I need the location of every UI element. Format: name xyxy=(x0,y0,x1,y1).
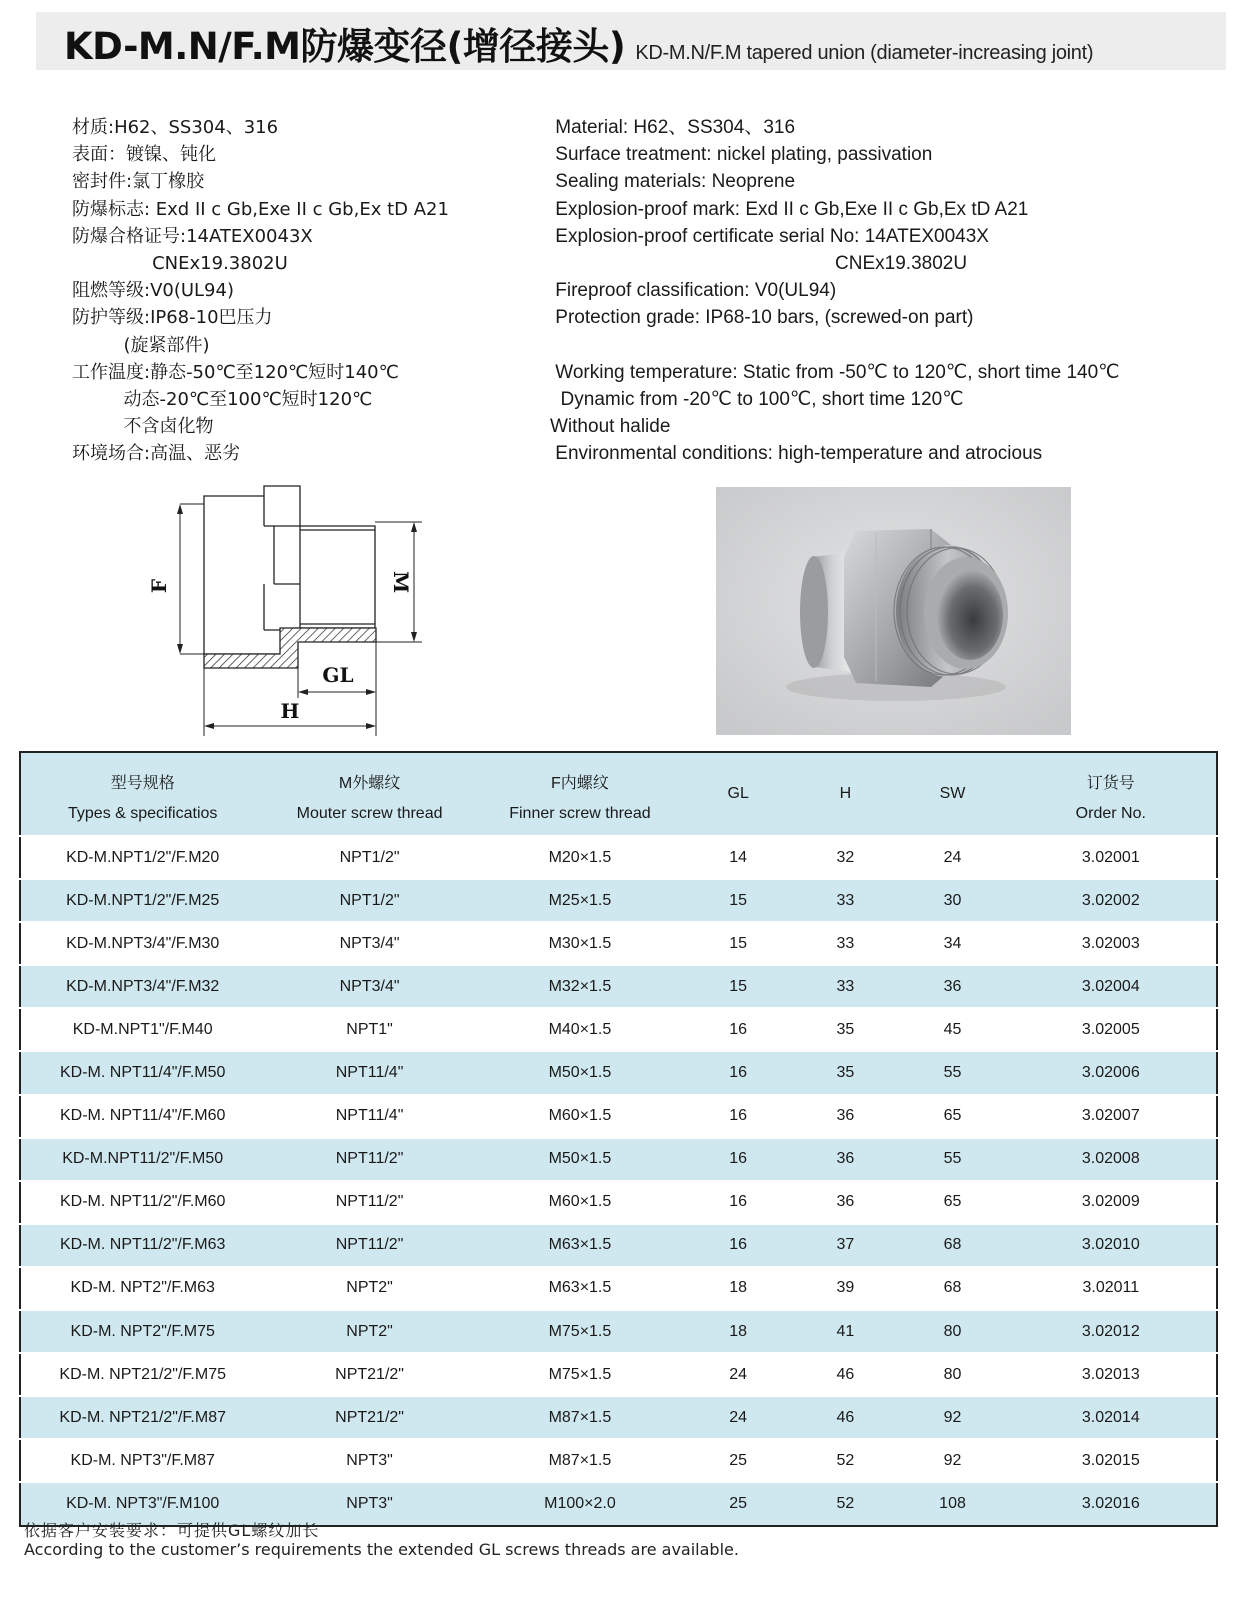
spec-line-en: Without halide xyxy=(550,416,671,438)
cell-order-no: 3.02004 xyxy=(1006,965,1217,1008)
spec-line-en: Protection grade: IP68-10 bars, (screwed-on part) xyxy=(550,307,974,329)
table-body xyxy=(20,836,1217,1526)
spec-list-en xyxy=(550,114,1120,467)
cell-m-thread: NPT2" xyxy=(264,1267,474,1310)
cell-f-thread: M60×1.5 xyxy=(475,1095,685,1138)
cell-sw: 45 xyxy=(899,1008,1005,1051)
cell-h: 46 xyxy=(791,1396,899,1439)
col-header-gl: GL xyxy=(685,752,791,836)
spec-line-cn: 表面：镀镍、钝化 xyxy=(72,144,216,166)
cell-model: KD-M. NPT21/2"/F.M87 xyxy=(20,1396,264,1439)
table-row xyxy=(20,1181,1217,1224)
col-header-model-en: Types & specificatios xyxy=(20,793,264,836)
cell-gl: 15 xyxy=(685,965,791,1008)
cell-h: 35 xyxy=(791,1051,899,1094)
col-header-h: H xyxy=(791,752,899,836)
spec-line-en: Dynamic from -20℃ to 100℃, short time 120℃ xyxy=(550,388,964,410)
cell-model: KD-M.NPT1"/F.M40 xyxy=(20,1008,264,1051)
cell-order-no: 3.02008 xyxy=(1006,1138,1217,1181)
spec-line-en: Material: H62、SS304、316 xyxy=(550,117,796,138)
spec-line-cn: 防爆标志: Exd II c Gb,Exe II c Gb,Ex tD A21 xyxy=(72,198,449,220)
cell-gl: 24 xyxy=(685,1353,791,1396)
cell-order-no: 3.02014 xyxy=(1006,1396,1217,1439)
cell-sw: 24 xyxy=(899,836,1005,879)
table-row xyxy=(20,879,1217,922)
spec-line-cn: CNEx19.3802U xyxy=(72,252,288,274)
cell-f-thread: M75×1.5 xyxy=(475,1310,685,1353)
cell-gl: 15 xyxy=(685,879,791,922)
cell-h: 33 xyxy=(791,965,899,1008)
table-row xyxy=(20,1224,1217,1267)
cell-model: KD-M. NPT11/2"/F.M60 xyxy=(20,1181,264,1224)
cell-f-thread: M87×1.5 xyxy=(475,1396,685,1439)
cell-m-thread: NPT1/2" xyxy=(264,836,474,879)
cell-gl: 16 xyxy=(685,1224,791,1267)
cell-f-thread: M20×1.5 xyxy=(475,836,685,879)
cell-f-thread: M50×1.5 xyxy=(475,1051,685,1094)
cell-order-no: 3.02009 xyxy=(1006,1181,1217,1224)
cell-h: 32 xyxy=(791,836,899,879)
spec-line-cn: 材质:H62、SS304、316 xyxy=(72,117,279,138)
footnote-en: According to the customer’s requirements the extended GL screws threads are available. xyxy=(24,1540,739,1559)
cell-f-thread: M75×1.5 xyxy=(475,1353,685,1396)
cell-f-thread: M60×1.5 xyxy=(475,1181,685,1224)
cell-f-thread: M87×1.5 xyxy=(475,1439,685,1482)
cell-m-thread: NPT1" xyxy=(264,1008,474,1051)
spec-line-cn: 工作温度:静态-50℃至120℃短时140℃ xyxy=(72,361,399,383)
spec-line-cn: 动态-20℃至100℃短时120℃ xyxy=(72,388,373,410)
footnote-cn: 依据客户安装要求：可提供GL螺纹加长 xyxy=(24,1521,320,1540)
col-header-order-en: Order No. xyxy=(1006,793,1217,836)
spec-line-en: Environmental conditions: high-temperature and atrocious xyxy=(550,443,1043,465)
cell-order-no: 3.02002 xyxy=(1006,879,1217,922)
cell-m-thread: NPT11/2" xyxy=(264,1138,474,1181)
dimension-arrow xyxy=(366,689,376,695)
cell-m-thread: NPT11/4" xyxy=(264,1095,474,1138)
cell-order-no: 3.02016 xyxy=(1006,1482,1217,1525)
cell-order-no: 3.02011 xyxy=(1006,1267,1217,1310)
cell-f-thread: M40×1.5 xyxy=(475,1008,685,1051)
table-row xyxy=(20,1095,1217,1138)
cell-m-thread: NPT21/2" xyxy=(264,1396,474,1439)
table-row xyxy=(20,922,1217,965)
cell-m-thread: NPT3" xyxy=(264,1482,474,1525)
cell-m-thread: NPT11/2" xyxy=(264,1224,474,1267)
cell-h: 46 xyxy=(791,1353,899,1396)
cell-f-thread: M50×1.5 xyxy=(475,1138,685,1181)
cell-h: 52 xyxy=(791,1482,899,1525)
spec-table xyxy=(19,751,1218,1527)
cell-h: 41 xyxy=(791,1310,899,1353)
cell-gl: 18 xyxy=(685,1267,791,1310)
cell-model: KD-M. NPT11/4"/F.M50 xyxy=(20,1051,264,1094)
spec-line-en: Explosion-proof certificate serial No: 14ATEX0043X xyxy=(550,225,989,247)
cell-sw: 65 xyxy=(899,1181,1005,1224)
cell-h: 39 xyxy=(791,1267,899,1310)
title-en: KD-M.N/F.M tapered union (diameter-increasing joint) xyxy=(635,42,1094,64)
cell-gl: 16 xyxy=(685,1138,791,1181)
spec-line-cn: 阻燃等级:V0(UL94) xyxy=(72,280,234,302)
cell-m-thread: NPT2" xyxy=(264,1310,474,1353)
cell-gl: 24 xyxy=(685,1396,791,1439)
cell-model: KD-M. NPT3"/F.M87 xyxy=(20,1439,264,1482)
table-row xyxy=(20,1051,1217,1094)
cell-gl: 16 xyxy=(685,1095,791,1138)
cell-model: KD-M.NPT3/4"/F.M30 xyxy=(20,922,264,965)
cell-order-no: 3.02010 xyxy=(1006,1224,1217,1267)
cell-m-thread: NPT3/4" xyxy=(264,922,474,965)
table-header-row xyxy=(20,752,1217,793)
cell-h: 36 xyxy=(791,1181,899,1224)
cell-h: 36 xyxy=(791,1095,899,1138)
title-cn: KD-M.N/F.M防爆变径(增径接头) xyxy=(64,25,626,68)
spec-line-en: CNEx19.3802U xyxy=(550,252,968,274)
cell-h: 33 xyxy=(791,922,899,965)
cell-model: KD-M.NPT1/2"/F.M20 xyxy=(20,836,264,879)
cell-sw: 34 xyxy=(899,922,1005,965)
cell-h: 35 xyxy=(791,1008,899,1051)
table-row xyxy=(20,1353,1217,1396)
product-photo xyxy=(716,487,1071,735)
cell-sw: 108 xyxy=(899,1482,1005,1525)
cell-model: KD-M. NPT2"/F.M75 xyxy=(20,1310,264,1353)
cell-m-thread: NPT21/2" xyxy=(264,1353,474,1396)
cell-sw: 36 xyxy=(899,965,1005,1008)
dimension-arrow xyxy=(411,522,417,532)
cell-sw: 92 xyxy=(899,1439,1005,1482)
spec-line-en xyxy=(550,332,1120,359)
cell-f-thread: M32×1.5 xyxy=(475,965,685,1008)
cell-f-thread: M63×1.5 xyxy=(475,1267,685,1310)
cell-sw: 68 xyxy=(899,1224,1005,1267)
drawing-label-m: M xyxy=(389,570,413,594)
cell-gl: 16 xyxy=(685,1181,791,1224)
cell-model: KD-M.NPT1/2"/F.M25 xyxy=(20,879,264,922)
cell-model: KD-M.NPT11/2"/F.M50 xyxy=(20,1138,264,1181)
cell-model: KD-M. NPT2"/F.M63 xyxy=(20,1267,264,1310)
spec-line-en: Sealing materials: Neoprene xyxy=(550,171,796,193)
cell-order-no: 3.02005 xyxy=(1006,1008,1217,1051)
cell-h: 52 xyxy=(791,1439,899,1482)
table-row xyxy=(20,1008,1217,1051)
cell-model: KD-M. NPT11/4"/F.M60 xyxy=(20,1095,264,1138)
cell-model: KD-M. NPT11/2"/F.M63 xyxy=(20,1224,264,1267)
cell-order-no: 3.02001 xyxy=(1006,836,1217,879)
cell-sw: 55 xyxy=(899,1051,1005,1094)
spec-line-cn: 密封件:氯丁橡胶 xyxy=(72,171,205,193)
table-row xyxy=(20,1267,1217,1310)
cell-sw: 92 xyxy=(899,1396,1005,1439)
col-header-model-cn: 型号规格 xyxy=(20,752,264,793)
cell-f-thread: M63×1.5 xyxy=(475,1224,685,1267)
cell-f-thread: M25×1.5 xyxy=(475,879,685,922)
cell-gl: 14 xyxy=(685,836,791,879)
table-row xyxy=(20,1439,1217,1482)
page-title xyxy=(64,16,1093,70)
cell-h: 36 xyxy=(791,1138,899,1181)
cell-gl: 25 xyxy=(685,1439,791,1482)
col-header-f-thread-en: Finner screw thread xyxy=(475,793,685,836)
drawing-label-gl: GL xyxy=(322,663,354,687)
cell-m-thread: NPT11/4" xyxy=(264,1051,474,1094)
cell-gl: 25 xyxy=(685,1482,791,1525)
cell-f-thread: M30×1.5 xyxy=(475,922,685,965)
drawing-label-f: F xyxy=(147,578,171,594)
spec-line-en: Fireproof classification: V0(UL94) xyxy=(550,280,837,302)
cell-sw: 30 xyxy=(899,879,1005,922)
col-header-m-thread-en: Mouter screw thread xyxy=(264,793,474,836)
cell-sw: 55 xyxy=(899,1138,1005,1181)
spec-line-en: Explosion-proof mark: Exd II c Gb,Exe II c Gb,Ex tD A21 xyxy=(550,198,1029,220)
spec-list-cn xyxy=(72,114,449,467)
cell-model: KD-M. NPT21/2"/F.M75 xyxy=(20,1353,264,1396)
spec-line-cn: 不含卤化物 xyxy=(72,416,214,438)
cell-order-no: 3.02003 xyxy=(1006,922,1217,965)
dimension-arrow xyxy=(177,504,183,514)
cell-h: 33 xyxy=(791,879,899,922)
cell-order-no: 3.02015 xyxy=(1006,1439,1217,1482)
technical-drawing xyxy=(147,482,440,738)
drawing-label-h: H xyxy=(280,699,300,723)
spec-line-cn: 防护等级:IP68-10巴压力 xyxy=(72,307,273,329)
dimension-arrow xyxy=(411,632,417,642)
cell-sw: 80 xyxy=(899,1310,1005,1353)
cell-m-thread: NPT3" xyxy=(264,1439,474,1482)
spec-line-en: Working temperature: Static from -50℃ to 120℃, short time 140℃ xyxy=(550,361,1120,383)
cell-model: KD-M. NPT3"/F.M100 xyxy=(20,1482,264,1525)
cell-m-thread: NPT1/2" xyxy=(264,879,474,922)
cell-model: KD-M.NPT3/4"/F.M32 xyxy=(20,965,264,1008)
table-row xyxy=(20,1138,1217,1181)
col-header-f-thread-cn: F内螺纹 xyxy=(475,752,685,793)
cell-gl: 15 xyxy=(685,922,791,965)
cell-sw: 68 xyxy=(899,1267,1005,1310)
col-header-order-cn: 订货号 xyxy=(1006,752,1217,793)
dimension-arrow xyxy=(366,723,376,729)
cell-order-no: 3.02012 xyxy=(1006,1310,1217,1353)
cell-f-thread: M100×2.0 xyxy=(475,1482,685,1525)
table-row xyxy=(20,836,1217,879)
cell-m-thread: NPT3/4" xyxy=(264,965,474,1008)
col-header-sw: SW xyxy=(899,752,1005,836)
cell-gl: 16 xyxy=(685,1008,791,1051)
spec-line-en: Surface treatment: nickel plating, passivation xyxy=(550,144,933,166)
dimension-arrow xyxy=(177,644,183,654)
dimension-arrow xyxy=(298,689,308,695)
table-row xyxy=(20,1396,1217,1439)
table-row xyxy=(20,1310,1217,1353)
table-header-row xyxy=(20,793,1217,836)
cell-order-no: 3.02013 xyxy=(1006,1353,1217,1396)
spec-line-cn: 环境场合:高温、恶劣 xyxy=(72,443,241,465)
cell-order-no: 3.02007 xyxy=(1006,1095,1217,1138)
col-header-m-thread-cn: M外螺纹 xyxy=(264,752,474,793)
cell-gl: 18 xyxy=(685,1310,791,1353)
cell-h: 37 xyxy=(791,1224,899,1267)
table-row xyxy=(20,965,1217,1008)
cell-gl: 16 xyxy=(685,1051,791,1094)
cell-order-no: 3.02006 xyxy=(1006,1051,1217,1094)
drawing-hatch-section xyxy=(204,628,376,668)
dimension-arrow xyxy=(204,723,214,729)
cell-sw: 80 xyxy=(899,1353,1005,1396)
cell-m-thread: NPT11/2" xyxy=(264,1181,474,1224)
spec-line-cn: 防爆合格证号:14ATEX0043X xyxy=(72,225,313,247)
product-image xyxy=(716,487,1071,735)
cell-sw: 65 xyxy=(899,1095,1005,1138)
spec-line-cn: (旋紧部件) xyxy=(72,334,210,356)
